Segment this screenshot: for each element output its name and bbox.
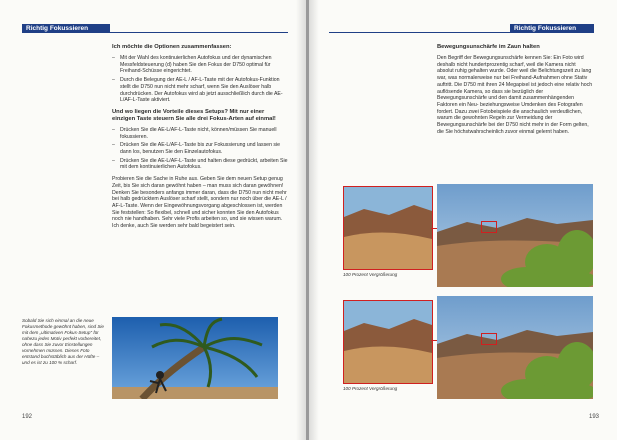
header-rule — [22, 32, 288, 33]
focus-marker — [481, 333, 497, 345]
bullet-list-advantages — [112, 127, 288, 171]
palm-tree-photo — [112, 317, 278, 399]
page-number: 192 — [22, 414, 33, 420]
right-text-column — [437, 44, 593, 140]
list-item: – Durch die Belegung der AE-L / AF-L-Taste mit der Autofokus-Funktion stellt die D750 nun nicht mehr scharf, wenn Sie den Auslöser halb durchdrücken. Der Autofokus wird ab jetzt ausschließlich durch die AE-L/AF-L-Taste aktiviert. — [112, 77, 288, 104]
page-number: 193 — [589, 414, 600, 420]
crop-photo-1 — [343, 186, 433, 270]
crop-photo-2 — [343, 300, 433, 384]
list-item: – Drücken Sie die AE-L/AF-L-Taste bis zur Fokussierung und lassen sie dann los, benutzen Sie den Einzelautofokus. — [112, 142, 288, 155]
body-paragraph: Den Begriff der Bewegungsunschärfe kennen Sie: Ein Foto wird deshalb nicht hundertprozentig scharf, weil die Kamera nicht absolut ruhig gehalten wurde. Oder weil die Belichtungszeit zu lang war, was normalerweise nur bei Freihand-Aufnahmen ohne Stativ auftritt. Die D750 mit ihren 24 Megapixel ist jedoch eine relativ hoch auflösende Kamera, so dass sie bezüglich der Bewegungsunschärfe und den damit zusammenhängenden Faktoren ein Neu- beziehungsweise Umdenken des Fotografen fordert. Dazu zwei Fotobeispiele die anschaulich verdeutlichen, warum die gewohnten Regeln zur Vermeidung der Bewegungsunschärfe bei der D750 nicht mehr in der Form gelten, die Sie höchstwahrscheinlich zuvor einmal gelernt haben. — [437, 55, 593, 135]
left-page — [0, 0, 306, 440]
crop-caption: 100 Prozent Vergrößerung — [343, 386, 398, 391]
gutter-shadow — [296, 0, 306, 440]
chapter-header-tab: Richtig Fokussieren — [22, 24, 110, 33]
focus-marker — [481, 221, 497, 233]
left-text-column — [112, 44, 288, 235]
header-rule — [329, 32, 591, 33]
list-item: – Drücken Sie die AE-L/AF-L-Taste und halten diese gedrückt, arbeiten Sie mit dem kontinuierlichen Autofokus. — [112, 158, 288, 171]
crop-caption: 100 Prozent Vergrößerung — [343, 272, 398, 277]
chapter-header-tab: Richtig Fokussieren — [510, 24, 594, 33]
bullet-list-options — [112, 55, 288, 104]
section-heading: Bewegungsunschärfe im Zaun halten — [437, 44, 540, 50]
landscape-photo-2 — [437, 296, 593, 399]
right-page — [309, 0, 617, 440]
section-heading: Und wo liegen die Vorteile dieses Setups? Mit nur einer einzigen Taste steuern Sie alle drei Fokus-Arten auf einmal! — [112, 108, 276, 122]
section-heading: Ich möchte die Optionen zusammenfassen: — [112, 44, 232, 50]
landscape-photo-1 — [437, 184, 593, 287]
list-item: – Mit der Wahl des kontinuierlichen Autofokus und der dynamischen Messfeldsteuerung (d) haben Sie den Fokus der D750 optimal für Freihand-Schüsse eingerichtet. — [112, 55, 288, 75]
gutter-shadow — [309, 0, 319, 440]
list-item: – Drücken Sie die AE-L/AF-L-Taste nicht, können/müssen Sie manuell fokussieren. — [112, 127, 288, 140]
body-paragraph: Probieren Sie die Sache in Ruhe aus. Geben Sie dem neuen Setup genug Zeit, bis Sie sich daran gewöhnt haben – man muss sich daran gewöhnen! Denken Sie besonders anfangs immer daran, dass die D750 nun nicht mehr bei halb gedrücktem Auslöser scharf stellt, sondern nur noch über die AE-L / AF-L-Taste. Wenn der Eingewöhnungsvorgang abgeschlossen ist, werden Sie feststellen: So flexibel, schnell und sicher konnten Sie den Autofokus noch nie handhaben. Sehr viele Profis arbeiten so, und sie wissen warum. Ich denke, auch Sie werden sehr bald begeistert sein. — [112, 176, 287, 230]
photo-caption: Sobald Sie sich einmal an die neue Fokusmethode gewöhnt haben, sind Sie mit dem „ultimativen Fokus-Setup" für nahezu jedes Motiv perfekt vorbereitet, ohne dass Sie zuvor Einstellungen vornehmen müssen. Dieses Foto entstand buchstäblich aus der Hüfte – und es ist zu 100 % scharf. — [22, 318, 104, 365]
